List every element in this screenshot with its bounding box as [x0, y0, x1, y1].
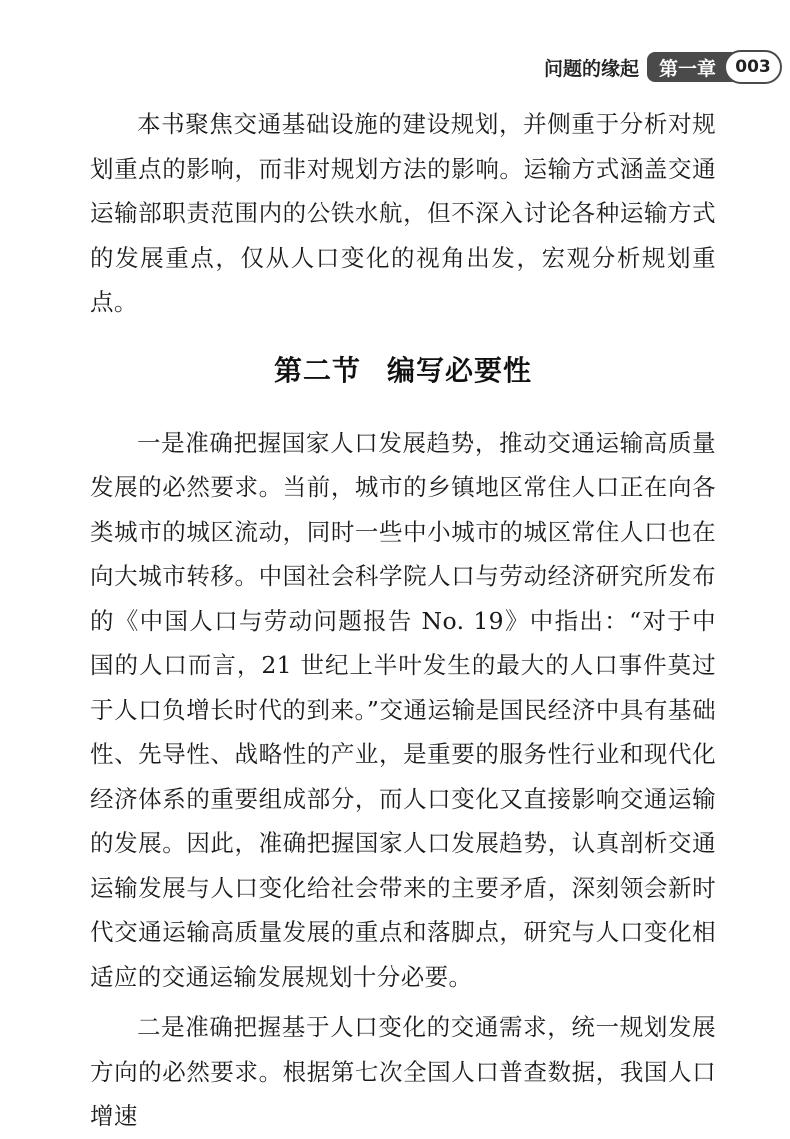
running-header [544, 50, 772, 84]
paragraph-point-two: 二是准确把握基于人口变化的交通需求，统一规划发展方向的必然要求。根据第七次全国人口普查数据，我国人口增速 [90, 1013, 716, 1130]
section-heading [90, 351, 716, 391]
paragraph-point-one: 一是准确把握国家人口发展趋势，推动交通运输高质量发展的必然要求。当前，城市的乡镇地区常住人口正在向各类城市的城区流动，同时一些中小城市的城区常住人口也在向大城市转移。中国社会科学院人口与劳动经济研究所发布的《中国人口与劳动问题报告 No. 19》中指出：“对于中国的人口而言，21 世纪上半叶发生的最大的人口事件莫过于人口负增长时代的到来。”交通运输是国民经济中具有基础性、先导性、战略性的产业，是重要的服务性行业和现代化经济体系的重要组成部分，而人口变化又直接影响交通运输的发展。因此，准确把握国家人口发展趋势，认真剖析交通运输发展与人口变化给社会带来的主要矛盾，深刻领会新时代交通运输高质量发展的重点和落脚点，研究与人口变化相适应的交通运输发展规划十分必要。 [90, 428, 716, 991]
section-number: 第二节 [273, 353, 361, 387]
page-body [90, 102, 716, 1139]
chapter-tab [647, 52, 772, 82]
paragraph-scope: 本书聚焦交通基础设施的建设规划，并侧重于分析对规划重点的影响，而非对规划方法的影响。运输方式涵盖交通运输部职责范围内的公铁水航，但不深入讨论各种运输方式的发展重点，仅从人口变化的视角出发，宏观分析规划重点。 [90, 110, 716, 316]
book-title: 问题的缘起 [543, 57, 639, 80]
page-number: 003 [735, 57, 771, 77]
chapter-label: 第一章 [658, 57, 716, 80]
page-number-badge [724, 50, 782, 84]
section-title: 编写必要性 [387, 353, 533, 387]
